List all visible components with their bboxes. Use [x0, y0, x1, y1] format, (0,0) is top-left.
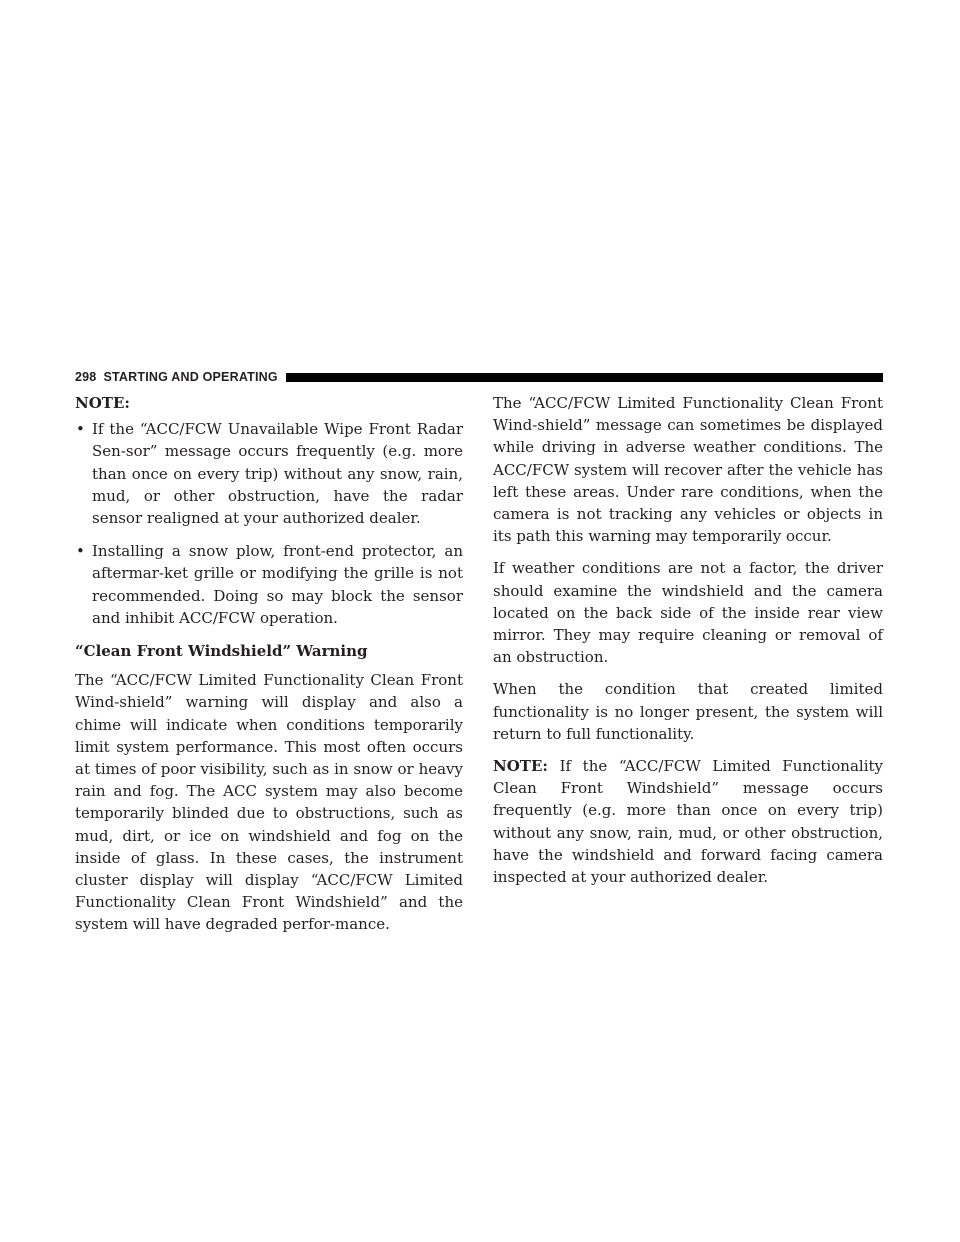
- note-bullet-list: [75, 418, 463, 629]
- body-paragraph: When the condition that created limited functionality is no longer present, the system will return to full functionality.: [493, 680, 883, 743]
- right-column: [493, 392, 883, 898]
- note-label: NOTE:: [493, 757, 548, 776]
- note-heading: NOTE:: [75, 394, 130, 412]
- page-number: 298: [75, 370, 97, 384]
- page-header: [75, 369, 883, 385]
- bullet-text: Installing a snow plow, front-end protector, an aftermar-ket grille or modifying the grille is not recommended. Doing so may block the sensor and inhibit ACC/FCW operation.: [92, 542, 463, 627]
- bullet-icon: •: [76, 542, 85, 561]
- section-subheading: “Clean Front Windshield” Warning: [75, 642, 368, 661]
- body-paragraph: The “ACC/FCW Limited Functionality Clean Front Wind-shield” warning will display and also a chime will indicate when conditions temporarily limit system performance. This most often occurs at times of poor visibility, such as in snow or heavy rain and fog. The ACC system may also become temporarily blinded due to obstructions, such as mud, dirt, or ice on windshield and fog on the inside of glass. In these cases, the instrument cluster display will display “ACC/FCW Limited Functionality Clean Front Windshield” and the system will have degraded perfor-mance.: [75, 671, 463, 934]
- note-bullet-item: [75, 540, 463, 629]
- section-title: STARTING AND OPERATING: [103, 370, 278, 384]
- note-bullet-item: [75, 418, 463, 529]
- header-rule: [286, 373, 883, 382]
- left-column: [75, 392, 463, 946]
- bullet-icon: •: [76, 420, 85, 439]
- body-paragraph: If weather conditions are not a factor, the driver should examine the windshield and the camera located on the back side of the inside rear view mirror. They may require cleaning or removal of an obstruction.: [493, 559, 883, 667]
- bullet-text: If the “ACC/FCW Unavailable Wipe Front Radar Sen-sor” message occurs frequently (e.g. more than once on every trip) without any snow, rain, mud, or other obstruction, have the radar sensor realigned at your authorized dealer.: [92, 420, 463, 528]
- note-paragraph: [493, 755, 883, 888]
- body-paragraph: The “ACC/FCW Limited Functionality Clean Front Wind-shield” message can sometimes be displayed while driving in adverse weather conditions. The ACC/FCW system will recover after the vehicle has left these areas. Under rare conditions, when the camera is not tracking any vehicles or objects in its path this warning may temporarily occur.: [493, 394, 883, 546]
- note-text: If the “ACC/FCW Limited Functionality Clean Front Windshield” message occurs frequently (e.g. more than once on every trip) without any snow, rain, mud, or other obstruction, have the windshield and forward facing camera inspected at your authorized dealer.: [493, 757, 883, 887]
